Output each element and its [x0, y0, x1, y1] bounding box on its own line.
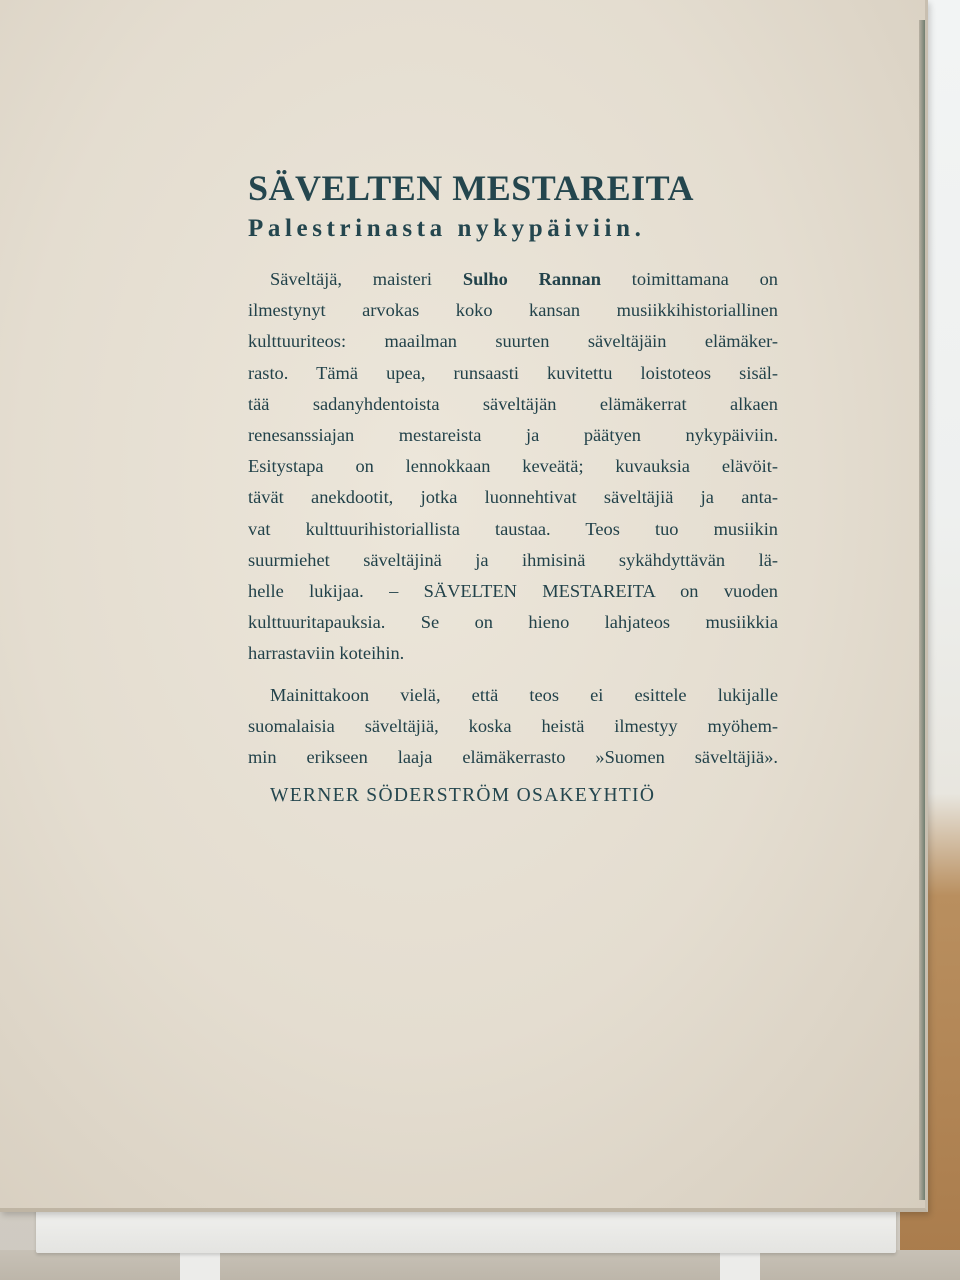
paragraph-line: helle lukijaa. – SÄVELTEN MESTAREITA on vuoden — [248, 580, 778, 601]
paragraph-line: Esitystapa on lennokkaan keveätä; kuvauksia elävöit- — [248, 456, 778, 477]
paragraph-line: tävät anekdootit, jotka luonnehtivat säveltäjiä ja anta- — [248, 487, 778, 508]
paragraph-line: kulttuuriteos: maailman suurten säveltäjäin elämäker- — [248, 331, 778, 352]
paragraph-line: min erikseen laaja elämäkerrasto »Suomen säveltäjiä». — [248, 746, 778, 767]
paragraph-line: harrastaviin koteihin. — [248, 643, 405, 664]
description-paragraph-1 — [248, 264, 778, 670]
jacket-spine-edge — [919, 20, 925, 1200]
book-subtitle: Palestrinasta nykypäiviin. — [248, 215, 646, 243]
paragraph-line: Mainittakoon vielä, että teos ei esittele lukijalle — [270, 684, 778, 705]
description-paragraph-2 — [248, 680, 778, 774]
editor-name: Sulho Rannan — [462, 268, 601, 289]
paragraph-line: ilmestynyt arvokas koko kansan musiikkihistoriallinen — [248, 300, 778, 321]
paragraph-line: renesanssiajan mestareista ja päätyen nykypäiviin. — [248, 424, 778, 445]
paragraph-line: suurmiehet säveltäjinä ja ihmisinä sykähdyttävän lä- — [248, 549, 778, 570]
paragraph-line: rasto. Tämä upea, runsaasti kuvitettu loistoteos sisäl- — [248, 362, 778, 383]
book-title: SÄVELTEN MESTAREITA — [248, 168, 694, 208]
paragraph-line: kulttuuritapauksia. Se on hieno lahjateos musiikkia — [248, 612, 778, 633]
paragraph-line: Säveltäjä, maisteri Sulho Rannan toimittamana on — [270, 268, 778, 289]
publisher-name: WERNER SÖDERSTRÖM OSAKEYHTIÖ — [270, 785, 656, 807]
paragraph-line: tää sadanyhdentoista säveltäjän elämäkerrat alkaen — [248, 393, 778, 414]
back-cover-text — [248, 168, 778, 807]
paragraph-line: vat kulttuurihistoriallista taustaa. Teos tuo musiikin — [248, 518, 778, 539]
floor — [0, 1250, 960, 1280]
paragraph-line: suomalaisia säveltäjiä, koska heistä ilmestyy myöhem- — [248, 715, 778, 736]
